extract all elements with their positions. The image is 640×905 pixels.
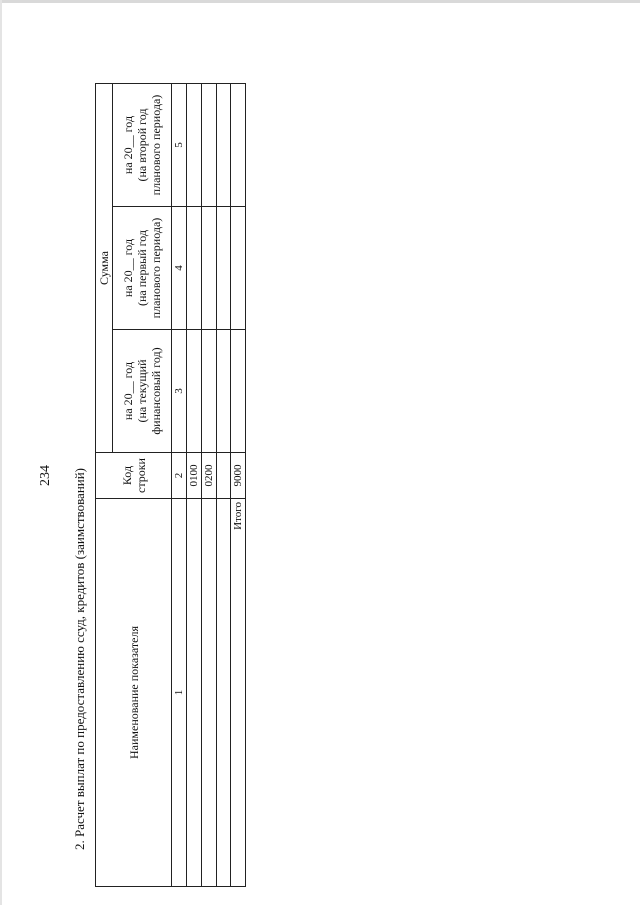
header-year-3-line-2: (на второй год <box>135 108 149 182</box>
column-number-1: 1 <box>172 499 187 887</box>
row-year-3 <box>202 83 217 206</box>
section-heading: 2. Расчет выплат по предоставлению ссуд, кредитов (заимствований) <box>72 467 87 850</box>
header-row-1 <box>96 83 113 886</box>
total-label: Итого <box>231 499 246 887</box>
header-code-text: Код строки <box>119 458 148 493</box>
header-year-2-line-3: планового периода) <box>149 217 163 319</box>
row-year-2 <box>187 207 202 330</box>
row-name <box>217 499 231 887</box>
header-code <box>96 453 172 499</box>
row-code <box>217 453 231 499</box>
header-year-1-line-3: финансовый год) <box>149 347 163 435</box>
header-year-2-line-1: на 20__ год <box>121 238 135 298</box>
payments-table <box>95 83 246 887</box>
column-number-5: 5 <box>172 83 187 206</box>
row-name <box>202 499 217 887</box>
row-year-3 <box>217 83 231 206</box>
table-row <box>187 83 202 886</box>
total-year-2 <box>231 207 246 330</box>
header-name: Наименование показателя <box>96 499 172 887</box>
header-year-1-line-2: (на текущий <box>135 359 149 423</box>
row-name <box>187 499 202 887</box>
header-year-1 <box>113 330 172 453</box>
row-year-1 <box>187 330 202 453</box>
row-year-1 <box>217 330 231 453</box>
total-code: 9000 <box>231 453 246 499</box>
header-year-3 <box>113 83 172 206</box>
header-sum: Сумма <box>96 83 113 452</box>
total-year-3 <box>231 83 246 206</box>
header-year-3-line-3: планового периода) <box>149 94 163 196</box>
column-number-3: 3 <box>172 330 187 453</box>
row-code: 0200 <box>202 453 217 499</box>
header-year-2-line-2: (на первый год <box>135 229 149 307</box>
total-year-1 <box>231 330 246 453</box>
column-number-4: 4 <box>172 207 187 330</box>
row-year-1 <box>202 330 217 453</box>
row-year-2 <box>217 207 231 330</box>
header-year-2 <box>113 207 172 330</box>
page-number: 234 <box>38 465 53 486</box>
header-year-1-line-1: на 20__ год <box>121 361 135 421</box>
row-year-2 <box>202 207 217 330</box>
column-number-2: 2 <box>172 453 187 499</box>
total-row <box>231 83 246 886</box>
table-row <box>202 83 217 886</box>
row-code: 0100 <box>187 453 202 499</box>
table-row <box>217 83 231 886</box>
header-year-3-line-1: на 20__ год <box>121 115 135 175</box>
column-number-row <box>172 83 187 886</box>
row-year-3 <box>187 83 202 206</box>
